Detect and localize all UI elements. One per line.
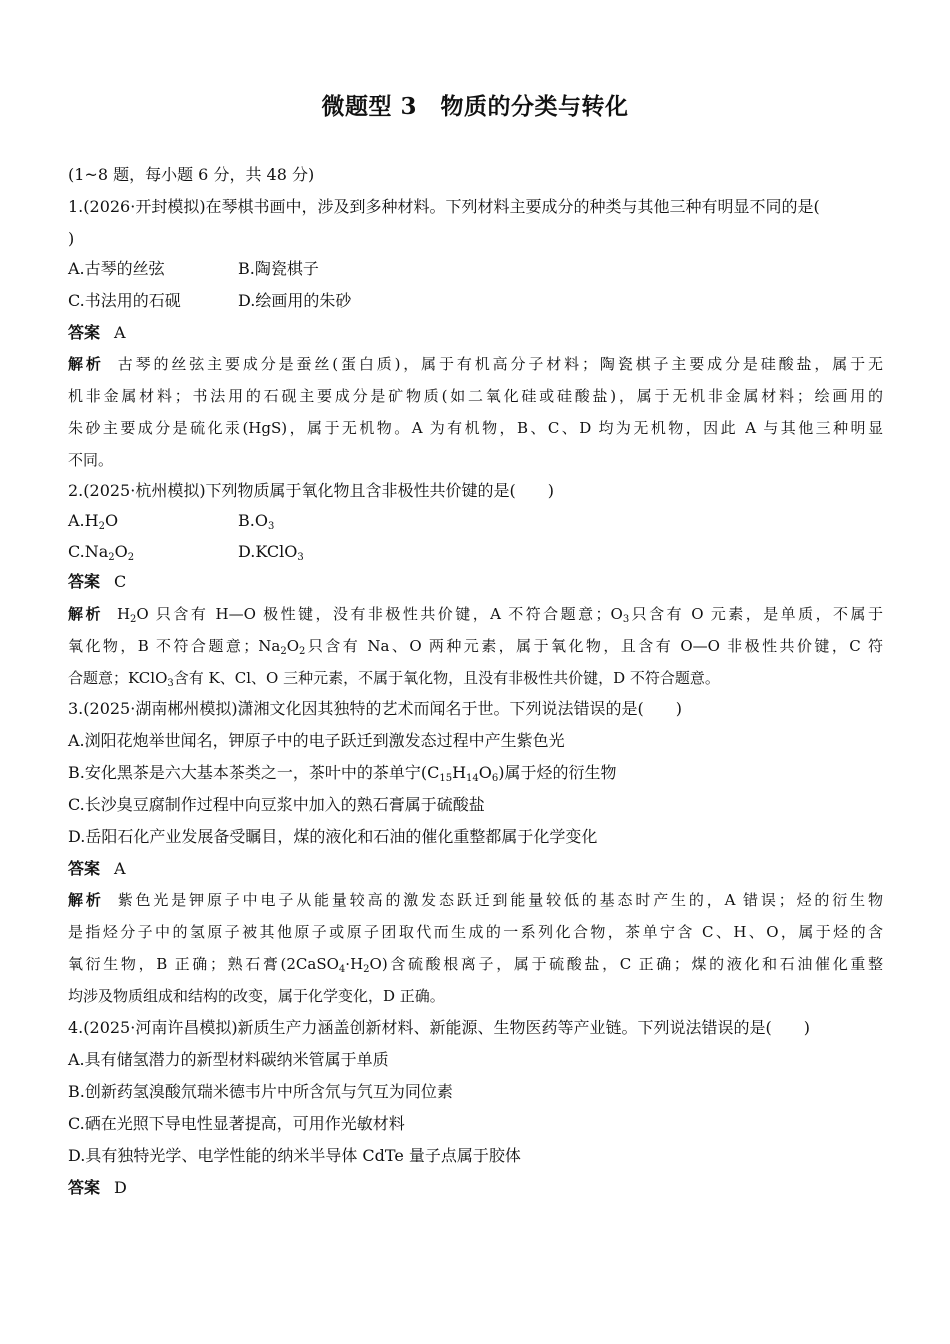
question-2-analysis-line: 氧化物，B 不符合题意；$Na_2O_2$只含有 Na、O 两种元素，属于氧化物，且含有 O—O 非极性共价键，C 符 [68,637,883,657]
answer-value: C [114,572,127,591]
question-4-answer [68,1178,883,1198]
question-1-analysis-line: 朱砂主要成分是硫化汞(HgS)，属于无机物。A 为有机物，B、C、D 均为无机物，因此 A 与其他三种明显 [68,419,883,437]
question-1-answer [68,323,883,343]
question-4-stem: 4.(2025·河南许昌模拟)新质生产力涵盖创新材料、新能源、生物医药等产业链。下列说法错误的是( ) [68,1018,811,1037]
page-title: 微题型 3 物质的分类与转化 [321,93,629,120]
instructions: (1~8 题，每小题 6 分，共 48 分) [68,165,315,184]
question-3-option-c: C.长沙臭豆腐制作过程中向豆浆中加入的熟石膏属于硫酸盐 [68,795,485,814]
question-4-option-c: C.硒在光照下导电性显著提高，可用作光敏材料 [68,1114,405,1133]
question-2-option-d: D.KClO$_3$ [238,542,304,563]
question-4-option-a: A.具有储氢潜力的新型材料碳纳米管属于单质 [68,1050,389,1069]
question-3-stem: 3.(2025·湖南郴州模拟)潇湘文化因其独特的艺术而闻名于世。下列说法错误的是( ) [68,699,683,718]
question-2-answer [68,572,883,592]
question-2-stem: 2.(2025·杭州模拟)下列物质属于氧化物且含非极性共价键的是( ) [68,481,555,500]
answer-label: 答案 [68,859,101,878]
question-1-stem-end: ) [68,229,75,248]
question-1-analysis-line: 机非金属材料；书法用的石砚主要成分是矿物质(如二氧化硅或硅酸盐)，属于无机非金属材料；绘画用的 [68,387,883,405]
analysis-label: 解析 [68,891,104,909]
analysis-label: 解析 [68,605,103,623]
answer-label: 答案 [68,572,101,591]
question-1-option-a: A.古琴的丝弦 [68,259,165,278]
question-3-option-b: B.安化黑茶是六大基本茶类之一，茶叶中的茶单宁$(C_{15}H_{14}O_6)$属于烃的衍生物 [68,763,617,784]
question-2-analysis-line: 解析 $H_2O$ 只含有 H—O 极性键，没有非极性共价键，A 不符合题意；$O_3$只含有 O 元素，是单质，不属于 [68,605,883,625]
question-3-analysis-line: 解析 紫色光是钾原子中电子从能量较高的激发态跃迁到能量较低的基态时产生的，A 错误；烃的衍生物 [68,891,883,909]
question-2-option-b: $B.O_3$ [238,511,275,532]
answer-label: 答案 [68,323,101,342]
analysis-label: 解析 [68,355,104,373]
question-4-option-b: B.创新药氢溴酸氘瑞米德韦片中所含氘与氕互为同位素 [68,1082,453,1101]
question-1-analysis-line [68,354,883,374]
question-1-option-b: B.陶瓷棋子 [238,259,319,278]
question-1-stem: 1.(2026·开封模拟)在琴棋书画中，涉及到多种材料。下列材料主要成分的种类与其他三种有明显不同的是( [68,197,820,216]
question-3-analysis-line: 氧衍生物，B 正确；熟石膏$(2CaSO_4\cdot H_2O)$含硫酸根离子，属于硫酸盐，C 正确；煤的液化和石油催化重整 [68,955,883,975]
answer-label: 答案 [68,1178,101,1197]
question-2-option-a: $A.H_2O$ [68,511,119,532]
question-3-analysis-line: 均涉及物质组成和结构的改变，属于化学变化，D 正确。 [68,987,445,1005]
question-4-option-d: D.具有独特光学、电学性能的纳米半导体 CdTe 量子点属于胶体 [68,1146,521,1165]
question-2-analysis-line: 合题意；KClO$_3$含有 K、Cl、O 三种元素，不属于氧化物，且没有非极性共价键，D 不符合题意。 [68,669,720,689]
answer-value: A [114,859,126,878]
answer-value: D [114,1178,127,1197]
question-1-option-d: D.绘画用的朱砂 [238,291,352,310]
question-3-option-a: A.浏阳花炮举世闻名，钾原子中的电子跃迁到激发态过程中产生紫色光 [68,731,565,750]
question-1-analysis-line: 不同。 [68,451,114,469]
question-2-option-c: $C.Na_2O_2$ [68,542,135,563]
answer-value: A [114,323,126,342]
question-3-answer [68,859,883,879]
analysis-text: 古琴的丝弦主要成分是蚕丝(蛋白质)，属于有机高分子材料；陶瓷棋子主要成分是硅酸盐，属于无 [117,355,883,373]
question-1-option-c: C.书法用的石砚 [68,291,181,310]
question-3-analysis-line: 是指烃分子中的氢原子被其他原子或原子团取代而生成的一系列化合物，茶单宁含 C、H、O，属于烃的含 [68,923,883,941]
question-3-option-d: D.岳阳石化产业发展备受瞩目，煤的液化和石油的催化重整都属于化学变化 [68,827,598,846]
